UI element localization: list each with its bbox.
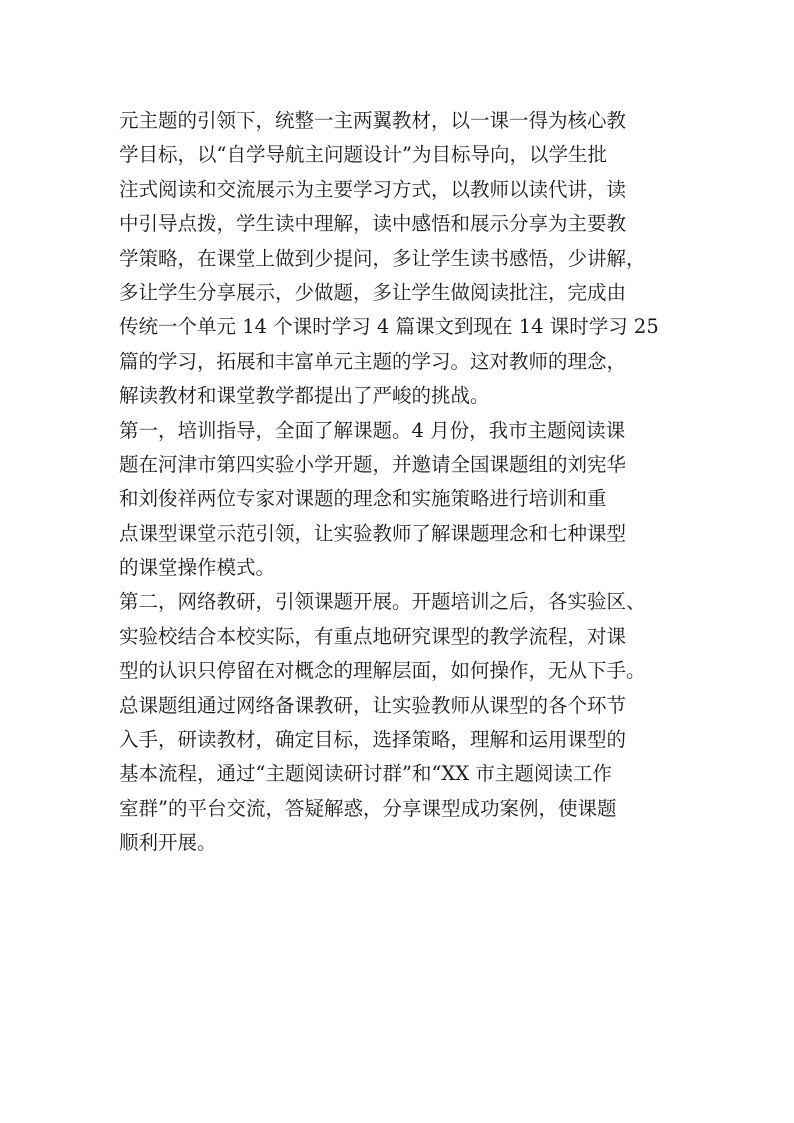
body-text (119, 104, 689, 861)
text-line: 元主题的引领下，统整一主两翼教材，以一课一得为核心教 (119, 109, 627, 132)
paragraph-first-line: 第一，培训指导，全面了解课题。4 月份，我市主题阅读课 (119, 418, 626, 442)
text-line: 和刘俊祥两位专家对课题的理念和实施策略进行培训和重 (119, 487, 607, 511)
text-line: 型的认识只停留在对概念的理解层面，如何操作，无从下手。 (119, 659, 646, 683)
text-line: 篇的学习，拓展和丰富单元主题的学习。这对教师的理念， (119, 349, 627, 373)
text-line: 中引导点拨，学生读中理解，读中感悟和展示分享为主要教 (119, 212, 627, 236)
text-line: 传统一个单元 14 个课时学习 4 篇课文到现在 14 课时学习 25 (119, 315, 659, 339)
text-line: 解读教材和课堂教学都提出了严峻的挑战。 (119, 384, 490, 408)
paragraph-first-line: 第二，网络教研，引领课题开展。开题培训之后，各实验区、 (119, 590, 646, 614)
text-line: 总课题组通过网络备课教研，让实验教师从课型的各个环节 (119, 693, 627, 717)
text-line: 的课堂操作模式。 (119, 556, 276, 580)
text-line: 注式阅读和交流展示为主要学习方式，以教师以读代讲，读 (119, 177, 627, 201)
text-line: 入手，研读教材，确定目标，选择策略，理解和运用课型的 (119, 728, 627, 752)
text-line: 学目标，以“自学导航主问题设计”为目标导向，以学生批 (119, 143, 607, 167)
text-line: 点课型课堂示范引领，让实验教师了解课题理念和七种课型 (119, 521, 627, 545)
text-line: 题在河津市第四实验小学开题，并邀请全国课题组的刘宪华 (119, 452, 627, 476)
text-line: 学策略，在课堂上做到少提问，多让学生读书感悟，少讲解， (119, 246, 646, 270)
text-line: 室群”的平台交流，答疑解惑，分享课型成功案例，使课题 (119, 796, 617, 820)
text-line: 多让学生分享展示，少做题，多让学生做阅读批注，完成由 (119, 280, 627, 304)
text-line: 实验校结合本校实际，有重点地研究课型的教学流程，对课 (119, 624, 627, 648)
text-line: 基本流程，通过“主题阅读研讨群”和“XX 市主题阅读工作 (119, 762, 612, 786)
text-line: 顺利开展。 (119, 831, 217, 855)
